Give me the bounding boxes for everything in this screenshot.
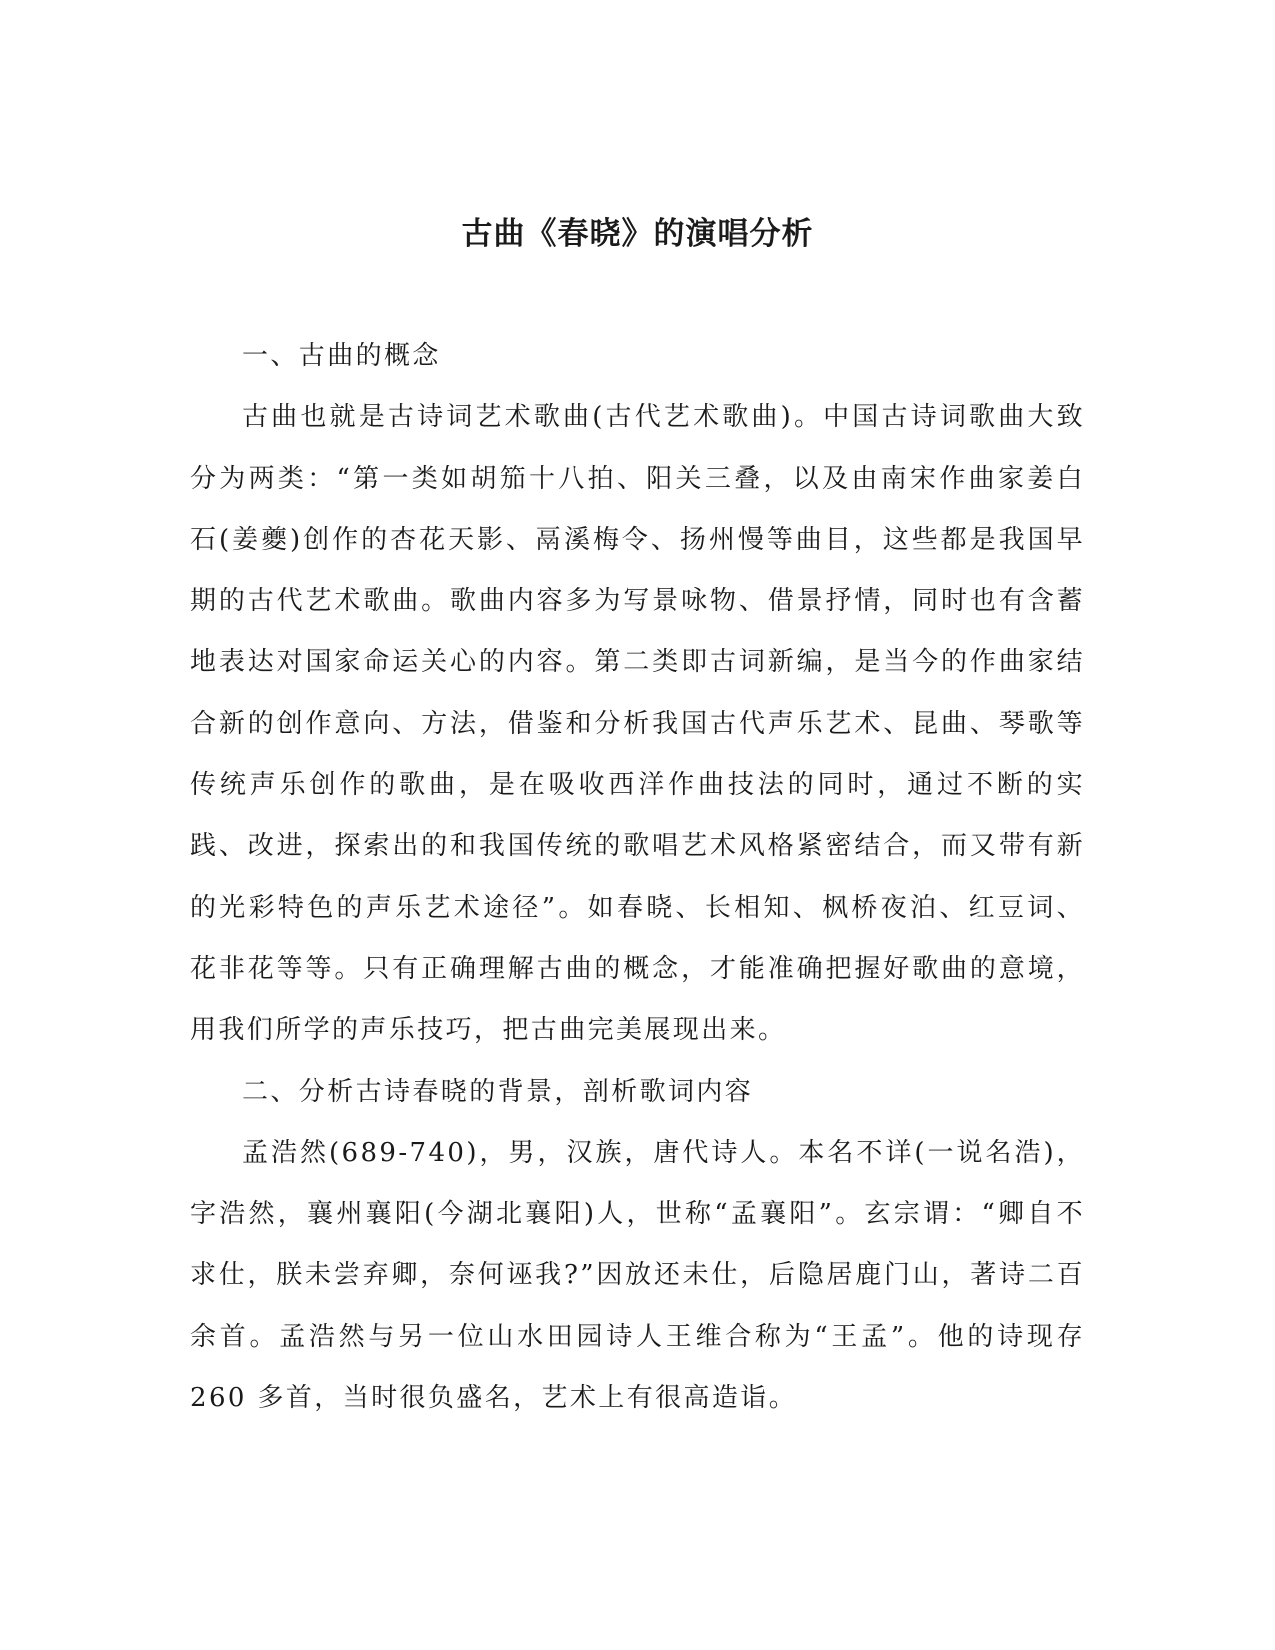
document-title: 古曲《春晓》的演唱分析 bbox=[461, 216, 814, 252]
section-heading-concept: 一、古曲的概念 bbox=[242, 341, 441, 371]
paragraph-concept: 古曲也就是古诗词艺术歌曲(古代艺术歌曲)。中国古诗词歌曲大致分为两类：“第一类如胡笳十八拍、阳关三叠，以及由南宋作曲家姜白石(姜夔)创作的杏花天影、鬲溪梅令、扬州慢等曲目，这些都是我国早期的古代艺术歌曲。歌曲内容多为写景咏物、借景抒情，同时也有含蓄地表达对国家命运关心的内容。第二类即古词新编，是当今的作曲家结合新的创作意向、方法，借鉴和分析我国古代声乐艺术、昆曲、琴歌等传统声乐创作的歌曲，是在吸收西洋作曲技法的同时，通过不断的实践、改进，探索出的和我国传统的歌唱艺术风格紧密结合，而又带有新的光彩特色的声乐艺术途径”。如春晓、长相知、枫桥夜泊、红豆词、花非花等等。只有正确理解古曲的概念，才能准确把握好歌曲的意境，用我们所学的声乐技巧，把古曲完美展现出来。 bbox=[190, 402, 1085, 1046]
paragraph-background: 孟浩然(689-740)，男，汉族，唐代诗人。本名不详(一说名浩)，字浩然，襄州襄阳(今湖北襄阳)人，世称“孟襄阳”。玄宗谓：“卿自不求仕，朕未尝弃卿，奈何诬我?”因放还未仕，后隐居鹿门山，著诗二百余首。孟浩然与另一位山水田园诗人王维合称为“王孟”。他的诗现存 260 多首，当时很负盛名，艺术上有很高造诣。 bbox=[190, 1137, 1085, 1414]
document-body bbox=[190, 326, 1085, 1429]
section-heading-background: 二、分析古诗春晓的背景，剖析歌词内容 bbox=[242, 1076, 754, 1107]
